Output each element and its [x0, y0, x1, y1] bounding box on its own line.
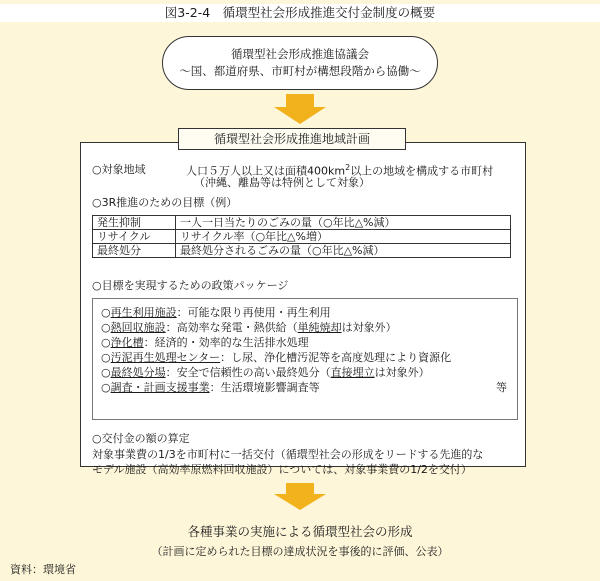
- policy-item: ○再生利用施設：可能な限り再使用・再生利用: [101, 306, 331, 319]
- policy-desc: ：可能な限り再使用・再生利用: [176, 306, 331, 319]
- policy-item: ○最終処分場：安全で信頼性の高い最終処分（直接埋立は対象外）: [101, 366, 430, 379]
- policy-desc: ：し尿、浄化槽汚泥等を高度処理により資源化: [220, 351, 452, 364]
- target-area-note: （沖縄、離島等は特例として対象）: [194, 176, 370, 189]
- outcome-title: 各種事業の実施による循環型社会の形成: [187, 524, 413, 539]
- policy-extra: は対象外）: [341, 321, 397, 334]
- council-title: 循環型社会形成推進協議会: [231, 47, 369, 61]
- goal-text: 最終処分されるごみの量（○年比△%減）: [176, 244, 511, 258]
- goal-label: 最終処分: [93, 244, 176, 258]
- goal-text: リサイクル率（○年比△%増）: [176, 230, 511, 244]
- down-arrow-icon: [286, 94, 314, 108]
- policy-term: 熱回収施設: [110, 321, 166, 334]
- outcome-subtitle: （計画に定められた目標の達成状況を事後的に評価、公表）: [151, 545, 449, 558]
- policy-etc: 等: [496, 381, 507, 394]
- policy-box: [92, 298, 518, 420]
- policy-exclusion: 単純焼却: [297, 321, 342, 334]
- policy-term: 調査・計画支援事業: [110, 381, 210, 394]
- figure-title: 図3-2-4 循環型社会形成推進交付金制度の概要: [0, 4, 600, 22]
- goal-label: 発生抑制: [93, 216, 176, 230]
- target-area-sup: 2: [345, 163, 351, 172]
- goal-row: [93, 244, 511, 258]
- policy-desc: ：安全で信頼性の高い最終処分（: [165, 366, 331, 379]
- source-note: 資料：環境省: [10, 563, 76, 576]
- down-arrow-head-icon: [274, 494, 326, 510]
- policy-desc: ：高効率な発電・熱供給（: [165, 321, 298, 334]
- target-area-label: ○対象地域: [92, 163, 146, 176]
- policy-desc: ：経済的・効率的な生活排水処理: [143, 336, 309, 349]
- policy-term: 再生利用施設: [110, 306, 177, 319]
- policy-term: 汚泥再生処理センター: [110, 351, 221, 364]
- goals-table: [92, 215, 511, 258]
- policy-exclusion: 直接埋立: [330, 366, 375, 379]
- policy-item: ○汚泥再生処理センター：し尿、浄化槽汚泥等を高度処理により資源化: [101, 351, 452, 364]
- policy-item: ○浄化槽：経済的・効率的な生活排水処理: [101, 336, 309, 349]
- council-subtitle: ～国、都道府県、市町村が構想段階から協働～: [179, 64, 421, 78]
- goal-row: [93, 216, 511, 230]
- grant-text-2: モデル施設（高効率原燃料回収施設）については、対象事業費の1/2を交付）: [92, 463, 472, 476]
- policy-term: 最終処分場: [110, 366, 166, 379]
- policy-term: 浄化槽: [110, 336, 144, 349]
- grant-heading: ○交付金の額の算定: [92, 432, 190, 445]
- down-arrow-head-icon: [274, 107, 326, 124]
- goal-row: [93, 230, 511, 244]
- target-area-text-a: 人口５万人以上又は面積400km: [186, 164, 346, 178]
- policy-extra: は対象外）: [374, 366, 430, 379]
- policy-item: ○調査・計画支援事業：生活環境影響調査等: [101, 381, 320, 394]
- plan-title: 循環型社会形成推進地域計画: [178, 128, 406, 150]
- target-area-text-b: 以上の地域を構成する市町村: [350, 164, 494, 178]
- policy-heading: ○目標を実現するための政策パッケージ: [92, 279, 289, 292]
- goal-label: リサイクル: [93, 230, 176, 244]
- goal-text: 一人一日当たりのごみの量（○年比△%減）: [176, 216, 511, 230]
- council-box: [162, 36, 438, 90]
- policy-item: ○熱回収施設：高効率な発電・熱供給（単純焼却は対象外）: [101, 321, 397, 334]
- grant-text-1: 対象事業費の1/3を市町村に一括交付（循環型社会の形成をリードする先進的な: [92, 448, 484, 461]
- goals-heading: ○3R推進のための目標（例）: [92, 196, 238, 209]
- policy-desc: ：生活環境影響調査等: [209, 381, 320, 394]
